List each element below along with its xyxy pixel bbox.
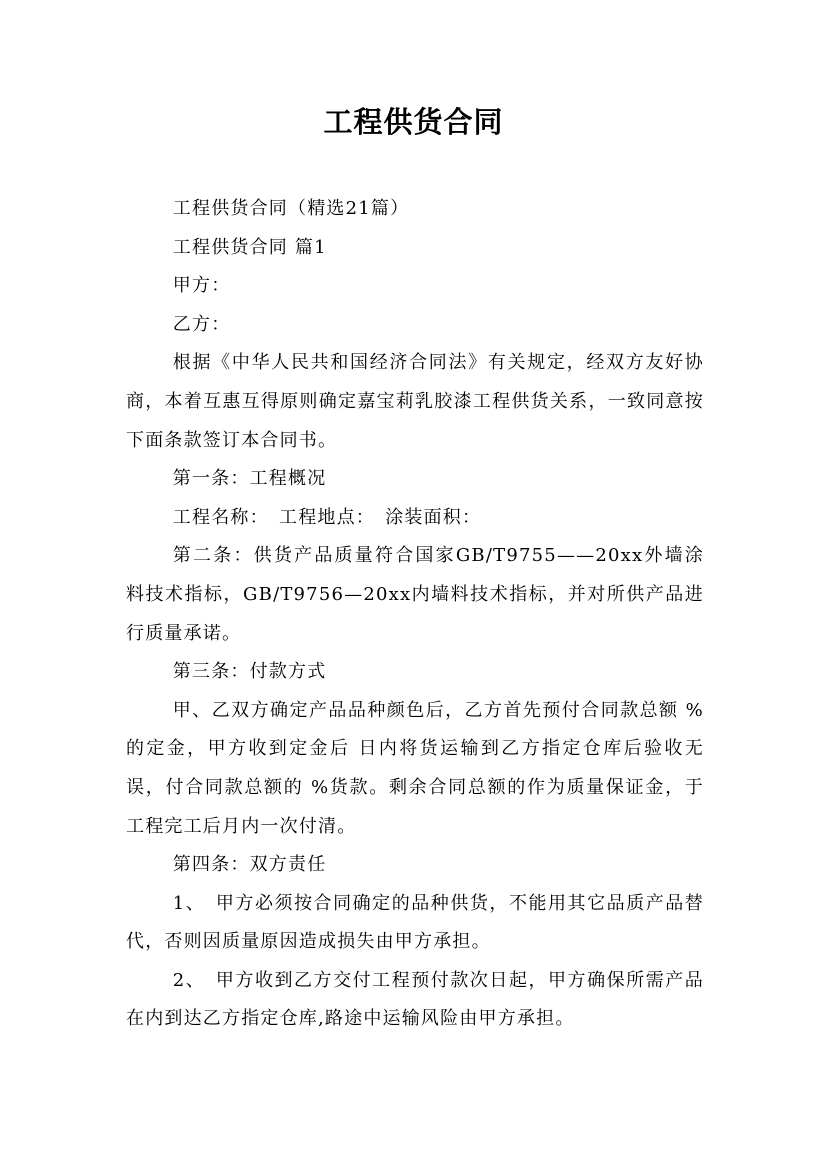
document-title: 工程供货合同: [323, 105, 504, 139]
paragraph-duty-2: 2、 甲方收到乙方交付工程预付款次日起，甲方确保所需产品在内到达乙方指定仓库,路途中运输风险由甲方承担。: [126, 969, 704, 1030]
paragraph-subtitle: 工程供货合同（精选21篇）: [172, 198, 410, 219]
paragraph-article-2: 第二条：供货产品质量符合国家GB/T9755——20xx外墙涂料技术指标，GB/T9756—20xx内墙料技术指标，并对所供产品进行质量承诺。: [126, 545, 704, 644]
paragraph-project-fields: 工程名称： 工程地点： 涂装面积：: [172, 506, 482, 528]
paragraph-party-a: 甲方：: [172, 275, 231, 297]
paragraph-section-heading: 工程供货合同 篇1: [172, 236, 327, 258]
paragraph-article-3: 第三条：付款方式: [172, 661, 327, 683]
paragraph-article-4: 第四条：双方责任: [172, 854, 327, 876]
paragraph-preamble: 根据《中华人民共和国经济合同法》有关规定，经双方友好协商，本着互惠互得原则确定嘉宝莉乳胶漆工程供货关系，一致同意按下面条款签订本合同书。: [126, 352, 704, 451]
paragraph-article-1: 第一条：工程概况: [172, 468, 327, 490]
paragraph-payment-terms: 甲、乙双方确定产品品种颜色后，乙方首先预付合同款总额 %的定金，甲方收到定金后 日内将货运输到乙方指定仓库后验收无误，付合同款总额的 %货款。剩余合同总额的作为质量保证金，于工程完工后月内一次付清。: [126, 699, 704, 837]
document-body: [126, 190, 704, 1039]
paragraph-party-b: 乙方：: [172, 313, 231, 335]
paragraph-duty-1: 1、 甲方必须按合同确定的品种供货，不能用其它品质产品替代，否则因质量原因造成损失由甲方承担。: [126, 892, 704, 953]
